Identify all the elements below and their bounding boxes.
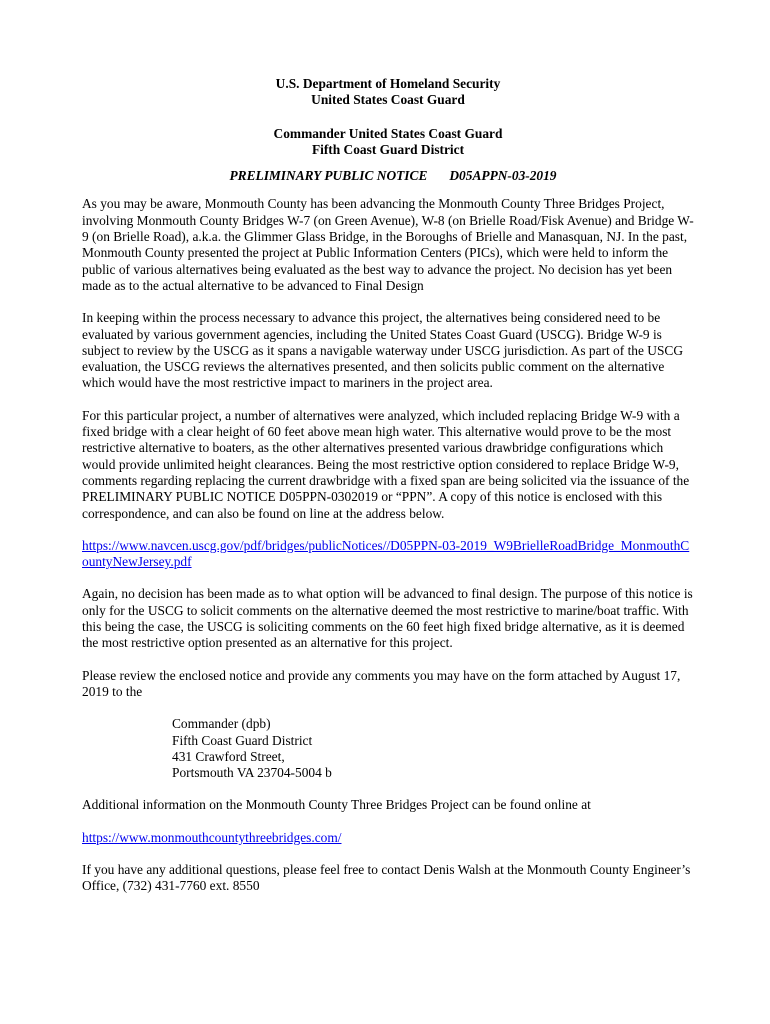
- district-name: Fifth Coast Guard District: [311, 141, 465, 157]
- mailing-address: [172, 716, 694, 781]
- paragraph-intro: As you may be aware, Monmouth County has been advancing the Monmouth County Three Bridges Project, involving Monmouth County Bridges W-7 (on Green Avenue), W-8 (on Brielle Road/Fisk Avenue) and Bridge W-9 (on Brielle Road), a.k.a. the Glimmer Glass Bridge, in the Boroughs of Brielle and Manasquan, NJ. In the past, Monmouth County presented the project at Public Information Centers (PICs), which were held to inform the public of various alternatives being evaluated as the best way to advance the project. No decision has yet been made as to the actual alternative to be advanced to Final Design: [82, 196, 694, 293]
- paragraph-process: In keeping within the process necessary to advance this project, the alternatives being considered need to be evaluated by various government agencies, including the United States Coast Guard (USCG). Bridge W-9 is subject to review by the USCG as it spans a navigable waterway under USCG jurisdiction. As part of the USCG evaluation, the USCG reviews the alternatives presented, and then solicits public comment on the alternative which would have the most restrictive impact to mariners in the project area.: [82, 310, 683, 391]
- notice-title: PRELIMINARY PUBLIC NOTICE: [229, 168, 428, 184]
- address-line-3: 431 Crawford Street,: [172, 748, 285, 764]
- paragraph-review-request: Please review the enclosed notice and provide any comments you may have on the form attached by August 17, 2019 to the: [82, 667, 681, 699]
- letter-header: [82, 76, 694, 158]
- project-website-link[interactable]: https://www.monmouthcountythreebridges.com/: [82, 829, 342, 845]
- paragraph-alternatives: For this particular project, a number of alternatives were analyzed, which included replacing Bridge W-9 with a fixed bridge with a clear height of 60 feet above mean high water. This alternative would prove to be the most restrictive alternative to boaters, as the other alternatives presented various drawbridge configurations which would provide unlimited height clearances. Being the most restrictive option considered to replace Bridge W-9, comments regarding replacing the current drawbridge with a fixed span are being solicited via the issuance of the PRELIMINARY PUBLIC NOTICE D05PPN-0302019 or “PPN”. A copy of this notice is enclosed with this correspondence, and can also be found on line at the address below.: [82, 407, 690, 521]
- document-page: [82, 76, 694, 911]
- address-line-1: Commander (dpb): [172, 716, 271, 732]
- agency-block: [82, 76, 694, 109]
- command-block: [82, 126, 694, 159]
- address-line-2: Fifth Coast Guard District: [172, 732, 313, 748]
- notice-pdf-link[interactable]: https://www.navcen.uscg.gov/pdf/bridges/publicNotices//D05PPN-03-2019_W9BrielleRoadBridge_MonmouthCountyNewJersey.pdf: [82, 537, 690, 570]
- command-name: Commander United States Coast Guard: [273, 125, 503, 141]
- paragraph-purpose: Again, no decision has been made as to what option will be advanced to final design. The purpose of this notice is only for the USCG to solicit comments on the alternative deemed the most restrictive to marine/boat traffic. With this being the case, the USCG is soliciting comments on the 60 feet high fixed bridge alternative, as it is deemed the most restrictive option presented as an alternative for this project.: [82, 586, 693, 651]
- notice-link-paragraph: [82, 538, 694, 571]
- notice-title-row: [82, 168, 694, 184]
- address-line-4: Portsmouth VA 23704-5004 b: [172, 765, 332, 781]
- notice-number: D05APPN-03-2019: [449, 168, 557, 184]
- paragraph-additional-info: Additional information on the Monmouth County Three Bridges Project can be found online at: [82, 797, 591, 813]
- project-link-paragraph: [82, 830, 694, 846]
- agency-subname: United States Coast Guard: [311, 92, 465, 108]
- paragraph-contact: If you have any additional questions, please feel free to contact Denis Walsh at the Monmouth County Engineer’s Office, (732) 431-7760 ext. 8550: [82, 861, 691, 894]
- agency-name: U.S. Department of Homeland Security: [275, 76, 501, 91]
